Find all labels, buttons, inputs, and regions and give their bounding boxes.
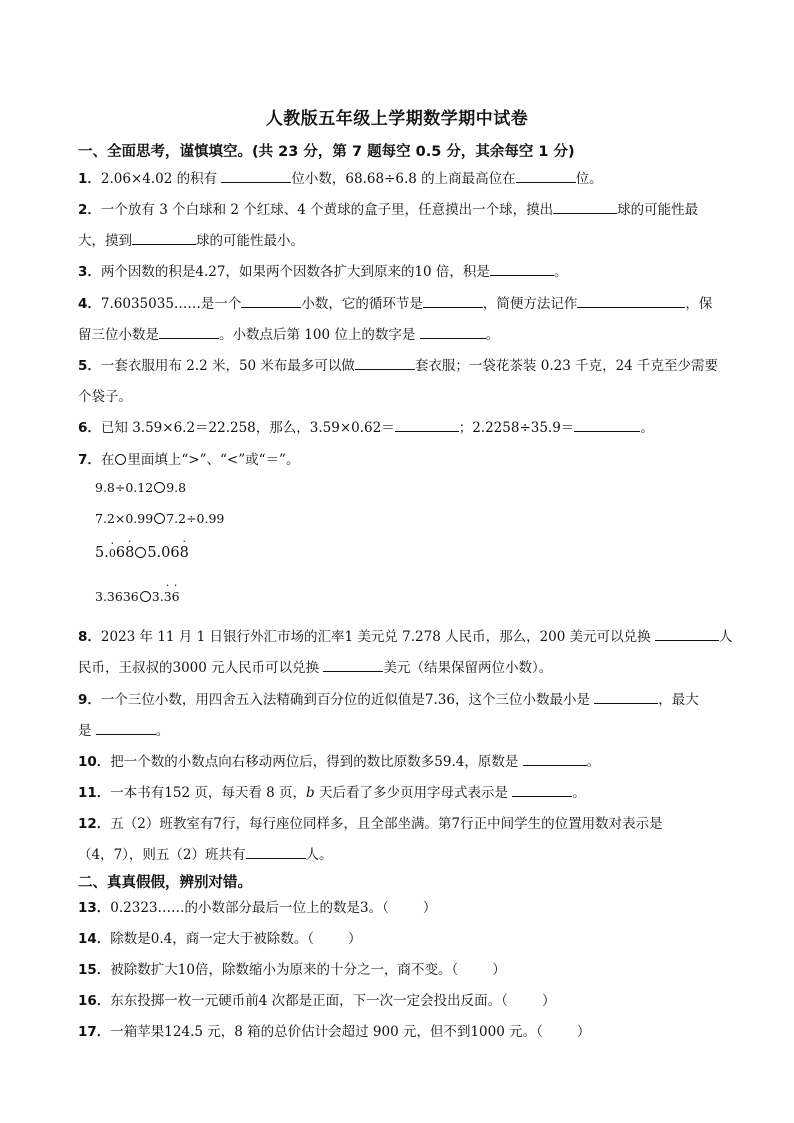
answer-blank[interactable]	[159, 326, 219, 339]
compare-circle[interactable]	[154, 482, 165, 493]
question-8-continued: 民币，王叔叔的3000 元人民币可以兑换 美元（结果保留两位小数）。	[78, 660, 553, 676]
question-number: 11．	[78, 785, 111, 801]
question-number: 17．	[78, 1024, 111, 1040]
compare-row-3: 5.· 06· 8 5.06· 8	[95, 545, 189, 561]
question-10: 10．把一个数的小数点向右移动两位后，得到的数比原数多59.4，原数是 。	[78, 754, 601, 770]
repeating-digit: · 8	[180, 545, 189, 561]
answer-blank[interactable]	[512, 784, 572, 797]
compare-circle[interactable]	[154, 513, 165, 524]
question-7: 7．在 里面填上“>”、“<”或“＝”。	[78, 452, 300, 468]
question-number: 16．	[78, 993, 111, 1009]
answer-blank[interactable]	[246, 846, 306, 859]
question-5-continued: 个袋子。	[78, 389, 132, 405]
compare-row-2: 7.2×0.99 7.2÷0.99	[95, 511, 225, 526]
question-number: 6．	[78, 420, 101, 436]
answer-blank[interactable]	[523, 753, 587, 766]
question-number: 2．	[78, 202, 101, 218]
repeating-digit: · 3	[164, 589, 172, 604]
answer-blank[interactable]	[221, 170, 291, 183]
question-3: 3．两个因数的积是4.27，如果两个因数各扩大到原来的10 倍，积是 。	[78, 264, 568, 280]
question-2: 2．一个放有 3 个白球和 2 个红球、4 个黄球的盒子里，任意摸出一个球，摸出 球的可能性最	[78, 202, 699, 218]
variable-b: b	[306, 785, 315, 801]
question-16: 16．东东投掷一枚一元硬币前4 次都是正面，下一次一定会投出反面。（ ）	[78, 993, 556, 1009]
question-8: 8．2023 年 11 月 1 日银行外汇市场的汇率1 美元兑 7.278 人民币，那么，200 美元可以兑换 人	[78, 629, 733, 645]
answer-blank[interactable]	[395, 419, 459, 432]
question-4-continued: 留三位小数是 。小数点后第 100 位上的数字是 。	[78, 327, 500, 343]
question-12-continued: （4，7），则五（2）班共有 人。	[78, 847, 333, 863]
question-number: 5．	[78, 358, 101, 374]
compare-circle[interactable]	[140, 591, 151, 602]
question-11: 11．一本书有152 页，每天看 8 页，b 天后看了多少页用字母式表示是 。	[78, 785, 586, 801]
question-number: 15．	[78, 962, 111, 978]
compare-row-4: 3.3636 3.· 3· 6	[95, 589, 180, 604]
question-5: 5．一套衣服用布 2.2 米，50 米布最多可以做 套衣服；一袋花茶装 0.23 千克，24 千克至少需要	[78, 358, 719, 374]
question-number: 12．	[78, 816, 111, 832]
circle-icon	[115, 454, 126, 465]
answer-blank[interactable]	[241, 295, 301, 308]
question-number: 4．	[78, 296, 101, 312]
question-number: 10．	[78, 754, 111, 770]
repeating-digit: · 0	[109, 547, 116, 560]
question-number: 8．	[78, 629, 101, 645]
question-number: 3．	[78, 264, 101, 280]
answer-blank[interactable]	[574, 419, 640, 432]
question-number: 7．	[78, 452, 101, 468]
answer-blank[interactable]	[355, 357, 415, 370]
question-9: 9．一个三位小数，用四舍五入法精确到百分位的近似值是7.36，这个三位小数最小是 ，最大	[78, 692, 699, 708]
question-6: 6．已知 3.59×6.2＝22.258，那么，3.59×0.62＝ ；2.2258÷35.9＝ 。	[78, 420, 654, 436]
answer-blank[interactable]	[594, 691, 658, 704]
question-12: 12．五（2）班教室有7行，每行座位同样多，且全部坐满。第7行正中间学生的位置用数对表示是	[78, 816, 663, 832]
section-2-heading: 二、真真假假，辨别对错。	[78, 875, 252, 891]
answer-blank[interactable]	[655, 628, 719, 641]
answer-blank[interactable]	[420, 326, 486, 339]
answer-blank[interactable]	[490, 263, 554, 276]
compare-row-1: 9.8÷0.12 9.8	[95, 480, 187, 495]
question-9-continued: 是 。	[78, 723, 170, 739]
answer-blank[interactable]	[323, 659, 383, 672]
question-13: 13．0.2323……的小数部分最后一位上的数是3。（ ）	[78, 900, 437, 916]
answer-blank[interactable]	[553, 201, 617, 214]
question-number: 14．	[78, 931, 111, 947]
answer-blank[interactable]	[516, 170, 576, 183]
question-2-continued: 大，摸到 球的可能性最小。	[78, 233, 304, 249]
question-number: 9．	[78, 692, 101, 708]
question-number: 1．	[78, 171, 101, 187]
repeating-digit: · 6	[172, 589, 180, 604]
answer-blank[interactable]	[577, 295, 685, 308]
answer-blank[interactable]	[96, 722, 156, 735]
question-number: 13．	[78, 900, 111, 916]
page-title: 人教版五年级上学期数学期中试卷	[265, 109, 529, 129]
question-4: 4．7.6035035……是一个 小数，它的循环节是 ，简便方法记作 ，保	[78, 296, 713, 312]
answer-blank[interactable]	[423, 295, 483, 308]
answer-blank[interactable]	[132, 232, 196, 245]
question-14: 14．除数是0.4，商一定大于被除数。（ ）	[78, 931, 362, 947]
compare-circle[interactable]	[135, 547, 146, 558]
question-17: 17．一箱苹果124.5 元，8 箱的总价估计会超过 900 元，但不到1000 元。（ ）	[78, 1024, 591, 1040]
repeating-digit: · 8	[125, 545, 134, 561]
question-1: 1．2.06×4.02 的积有 位小数，68.68÷6.8 的上商最高位在 位。	[78, 171, 603, 187]
section-1-heading: 一、全面思考，谨慎填空。(共 23 分，第 7 题每空 0.5 分，其余每空 1 分)	[78, 144, 575, 160]
question-15: 15．被除数扩大10倍，除数缩小为原来的十分之一，商不变。（ ）	[78, 962, 506, 978]
